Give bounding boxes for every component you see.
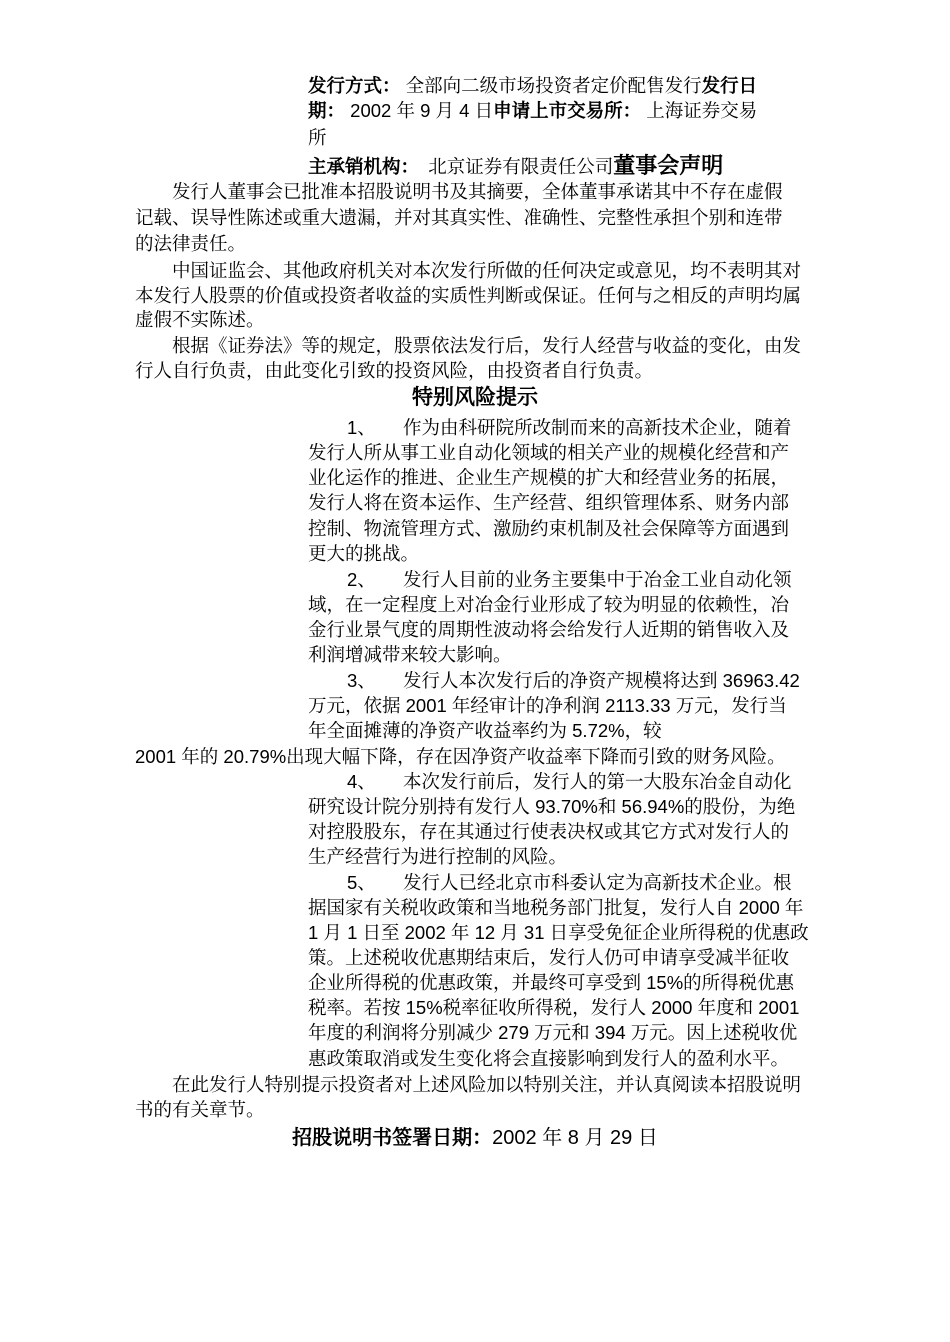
value: 全部向二级市场投资者定价配售发行 xyxy=(400,75,702,96)
value: 2002 年 8 月 29 日 xyxy=(492,1127,658,1149)
value: 所 xyxy=(308,127,327,148)
text-line: 策。上述税收优惠期结束后，发行人仍可申请享受减半征收 xyxy=(308,947,790,968)
info-line xyxy=(308,154,723,179)
text-line: 作为由科研院所改制而来的高新技术企业，随着 xyxy=(403,417,792,438)
info-line xyxy=(308,99,757,123)
text-line: 企业所得税的优惠政策，并最终可享受到 15%的所得税优惠 xyxy=(308,972,795,993)
item-number: 2、 xyxy=(347,569,376,590)
item-number: 4、 xyxy=(347,771,376,792)
text-line: 惠政策取消或发生变化将会直接影响到发行人的盈利水平。 xyxy=(308,1048,790,1069)
label: 发行日 xyxy=(701,75,758,96)
text-line: 发行人目前的业务主要集中于冶金工业自动化领 xyxy=(403,569,792,590)
text-line: 年全面摊薄的净资产收益率约为 5.72%，较 xyxy=(308,720,662,741)
signing-date xyxy=(0,1126,950,1150)
text-line: 1 月 1 日至 2002 年 12 月 31 日享受免征企业所得税的优惠政 xyxy=(308,922,809,943)
text-line: 对控股股东，存在其通过行使表决权或其它方式对发行人的 xyxy=(308,821,790,842)
text-line: 更大的挑战。 xyxy=(308,543,420,564)
text-line: 发行人已经北京市科委认定为高新技术企业。根 xyxy=(403,872,792,893)
text-line: 研究设计院分别持有发行人 93.70%和 56.94%的股份，为绝 xyxy=(308,796,796,817)
value: 上海证券交易 xyxy=(641,100,758,121)
text-line: 发行人将在资本运作、生产经营、组织管理体系、财务内部 xyxy=(308,492,790,513)
text-line: 金行业景气度的周期性波动将会给发行人近期的销售收入及 xyxy=(308,619,790,640)
text-line: 书的有关章节。 xyxy=(135,1099,265,1120)
text-line: 生产经营行为进行控制的风险。 xyxy=(308,846,568,867)
text-line: 本次发行前后，发行人的第一大股东冶金自动化 xyxy=(403,771,792,792)
label: 招股说明书签署日期： xyxy=(292,1127,493,1149)
text-line: 本发行人股票的价值或投资者收益的实质性判断或保证。任何与之相反的声明均属 xyxy=(135,285,802,306)
text-line: 业化运作的推进、企业生产规模的扩大和经营业务的拓展， xyxy=(308,467,790,488)
item-number: 5、 xyxy=(347,872,376,893)
text-line: 控制、物流管理方式、激励约束机制及社会保障等方面遇到 xyxy=(308,518,790,539)
text-line: 中国证监会、其他政府机关对本次发行所做的任何决定或意见，均不表明其对 xyxy=(172,260,802,281)
text-line: 万元，依据 2001 年经审计的净利润 2113.33 万元，发行当 xyxy=(308,695,787,716)
text-line: 税率。若按 15%税率征收所得税，发行人 2000 年度和 2001 xyxy=(308,997,800,1018)
text-line: 虚假不实陈述。 xyxy=(135,309,265,330)
text-line: 的法律责任。 xyxy=(135,233,247,254)
text-line: 发行人董事会已批准本招股说明书及其摘要，全体董事承诺其中不存在虚假 xyxy=(172,181,783,202)
info-line xyxy=(308,74,757,98)
value: 2002 年 9 月 4 日 xyxy=(345,100,494,121)
section-title: 董事会声明 xyxy=(613,153,724,178)
label: 主承销机构： xyxy=(308,156,410,177)
item-number: 3、 xyxy=(347,670,376,691)
text-line: 发行人本次发行后的净资产规模将达到 36963.42 xyxy=(403,670,800,691)
label: 期： xyxy=(308,100,346,121)
text-line: 在此发行人特别提示投资者对上述风险加以特别关注，并认真阅读本招股说明 xyxy=(172,1074,802,1095)
text-line: 域，在一定程度上对冶金行业形成了较为明显的依赖性，冶 xyxy=(308,594,790,615)
text-line: 记载、误导性陈述或重大遗漏，并对其真实性、准确性、完整性承担个别和连带 xyxy=(135,207,783,228)
text-line: 根据《证券法》等的规定，股票依法发行后，发行人经营与收益的变化，由发 xyxy=(172,335,802,356)
text-line: 发行人所从事工业自动化领域的相关产业的规模化经营和产 xyxy=(308,442,790,463)
label: 申请上市交易所： xyxy=(493,100,642,121)
label: 发行方式： xyxy=(308,75,401,96)
item-number: 1、 xyxy=(347,417,376,438)
text-line: 行人自行负责，由此变化引致的投资风险，由投资者自行负责。 xyxy=(135,360,654,381)
text-line: 利润增减带来较大影响。 xyxy=(308,644,512,665)
text-line: 据国家有关税收政策和当地税务部门批复，发行人自 2000 年 xyxy=(308,897,804,918)
text-line: 2001 年的 20.79%出现大幅下降，存在因净资产收益率下降而引致的财务风险。 xyxy=(135,746,786,767)
value: 北京证券有限责任公司 xyxy=(409,156,614,177)
section-title: 特别风险提示 xyxy=(412,386,538,409)
text-line: 年度的利润将分别减少 279 万元和 394 万元。因上述税收优 xyxy=(308,1022,798,1043)
